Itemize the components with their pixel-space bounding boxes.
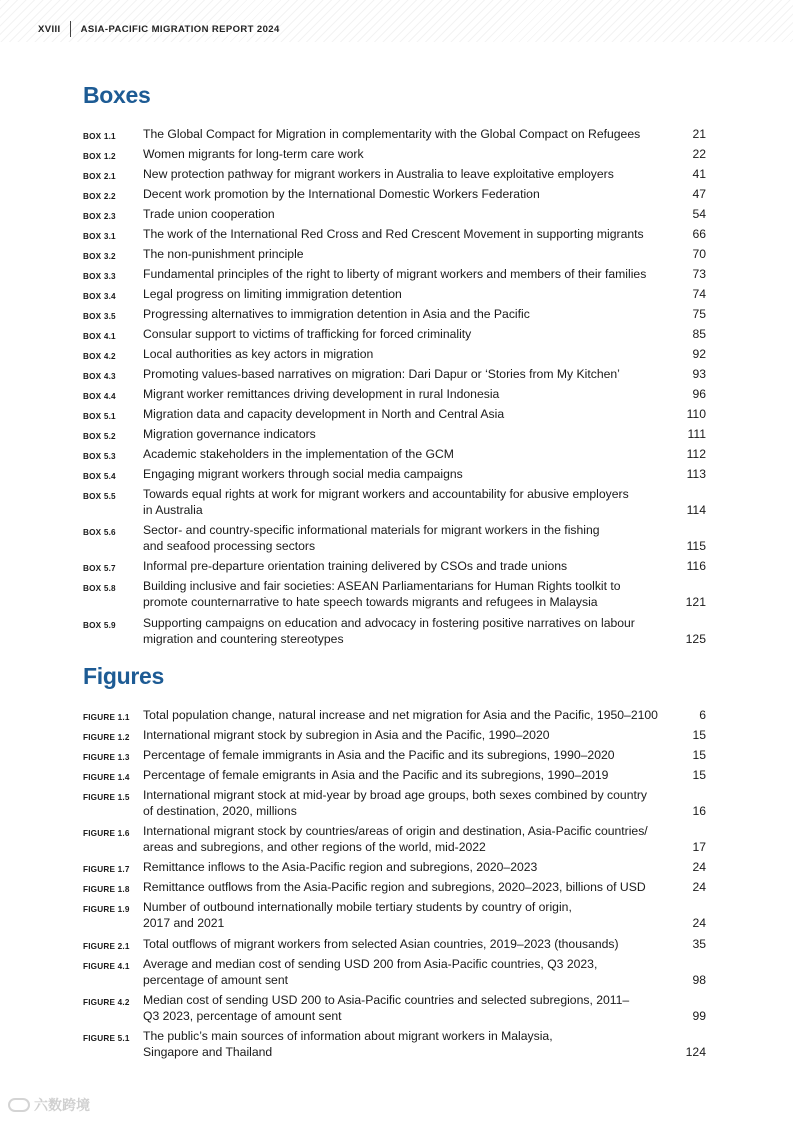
figure-entry[interactable] — [83, 787, 706, 819]
entry-page-number: 125 — [685, 632, 706, 646]
entry-title — [143, 899, 706, 931]
entry-title — [143, 306, 706, 322]
entry-page-number: 21 — [692, 127, 706, 141]
entry-page-number: 74 — [692, 287, 706, 301]
figure-entry[interactable] — [83, 879, 706, 898]
figure-entry[interactable] — [83, 936, 706, 955]
entry-title-line: Engaging migrant workers through social media campaigns — [143, 467, 463, 481]
entry-title-line: Sector- and country-specific informational materials for migrant workers in the fishing — [143, 523, 600, 537]
entry-title-line: Remittance inflows to the Asia-Pacific region and subregions, 2020–2023 — [143, 860, 538, 874]
entry-label: BOX 2.2 — [83, 192, 116, 201]
entry-page-number: 6 — [699, 708, 706, 722]
entry-title — [143, 1028, 706, 1060]
entry-page-number: 116 — [686, 559, 706, 573]
entry-label: BOX 5.6 — [83, 528, 116, 537]
entry-title-line: Fundamental principles of the right to liberty of migrant workers and members of their families — [143, 267, 647, 281]
figure-entry[interactable] — [83, 899, 706, 931]
entry-label: BOX 4.3 — [83, 372, 116, 381]
entry-title-line: Migrant worker remittances driving development in rural Indonesia — [143, 387, 500, 401]
entry-label: FIGURE 4.2 — [83, 998, 130, 1007]
entry-title-line: New protection pathway for migrant workers in Australia to leave exploitative employers — [143, 167, 614, 181]
box-entry[interactable] — [83, 426, 706, 445]
entry-page-number: 96 — [692, 387, 706, 401]
entry-title — [143, 859, 706, 875]
entry-page-number: 15 — [692, 748, 706, 762]
entry-title-line: Migration data and capacity development in North and Central Asia — [143, 407, 505, 421]
entry-title-line: Towards equal rights at work for migrant workers and accountability for abusive employers — [143, 487, 629, 501]
entry-title — [143, 286, 706, 302]
figure-entry[interactable] — [83, 767, 706, 786]
entry-title-line: Total outflows of migrant workers from selected Asian countries, 2019–2023 (thousands) — [143, 937, 619, 951]
entry-title — [143, 146, 706, 162]
entry-title-line: promote counternarrative to hate speech towards migrants and refugees in Malaysia — [143, 595, 598, 609]
entry-title-line: in Australia — [143, 503, 203, 517]
entry-label: BOX 5.7 — [83, 564, 116, 573]
entry-title-line: Median cost of sending USD 200 to Asia-Pacific countries and selected subregions, 2011– — [143, 993, 630, 1007]
entry-title — [143, 956, 706, 988]
entry-title — [143, 186, 706, 202]
figure-entry[interactable] — [83, 707, 706, 726]
box-entry[interactable] — [83, 206, 706, 225]
entry-page-number: 24 — [692, 860, 706, 874]
entry-label: BOX 4.4 — [83, 392, 116, 401]
entry-label: FIGURE 1.9 — [83, 905, 130, 914]
entry-page-number: 15 — [692, 768, 706, 782]
entry-title — [143, 879, 706, 895]
entry-label: FIGURE 4.1 — [83, 962, 130, 971]
figure-entry[interactable] — [83, 823, 706, 855]
entry-page-number: 15 — [692, 728, 706, 742]
entry-title-line: The Global Compact for Migration in complementarity with the Global Compact on Refugees — [143, 127, 641, 141]
entry-title — [143, 992, 706, 1024]
entry-page-number: 73 — [692, 267, 706, 281]
entry-label: BOX 5.9 — [83, 621, 116, 630]
box-entry[interactable] — [83, 146, 706, 165]
entry-page-number: 98 — [692, 973, 706, 987]
entry-page-number: 113 — [686, 467, 706, 481]
watermark-text: 六数跨境 — [34, 1097, 90, 1113]
entry-page-number: 93 — [692, 367, 706, 381]
box-entry[interactable] — [83, 126, 706, 145]
entry-title-line: Academic stakeholders in the implementation of the GCM — [143, 447, 454, 461]
entry-title — [143, 823, 706, 855]
entry-title-line: The public’s main sources of information about migrant workers in Malaysia, — [143, 1029, 553, 1043]
entry-title-line: Percentage of female immigrants in Asia and the Pacific and its subregions, 1990–2020 — [143, 748, 615, 762]
entry-label: FIGURE 1.7 — [83, 865, 130, 874]
entry-title-line: Informal pre-departure orientation training delivered by CSOs and trade unions — [143, 559, 568, 573]
entry-title — [143, 747, 706, 763]
box-entry[interactable] — [83, 306, 706, 325]
entry-label: BOX 3.3 — [83, 272, 116, 281]
entry-title — [143, 226, 706, 242]
entry-page-number: 22 — [692, 147, 706, 161]
entry-title-line: Total population change, natural increase and net migration for Asia and the Pacific, 1950–2100 — [143, 708, 658, 722]
box-entry[interactable] — [83, 466, 706, 485]
header-divider — [70, 21, 71, 37]
entry-page-number: 85 — [692, 327, 706, 341]
boxes-heading: Boxes — [83, 82, 151, 108]
box-entry[interactable] — [83, 166, 706, 185]
figures-heading: Figures — [83, 663, 164, 689]
entry-title-line: Consular support to victims of trafficking for forced criminality — [143, 327, 472, 341]
entry-title — [143, 406, 706, 422]
box-entry[interactable] — [83, 326, 706, 345]
entry-title — [143, 558, 706, 574]
entry-label: FIGURE 1.6 — [83, 829, 130, 838]
entry-page-number: 99 — [692, 1009, 706, 1023]
entry-label: BOX 2.1 — [83, 172, 116, 181]
entry-title — [143, 326, 706, 342]
entry-title-line: Legal progress on limiting immigration detention — [143, 287, 402, 301]
figure-entry[interactable] — [83, 727, 706, 746]
box-entry[interactable] — [83, 522, 706, 554]
entry-label: BOX 5.8 — [83, 584, 116, 593]
entry-title-line: The work of the International Red Cross and Red Crescent Movement in supporting migrants — [143, 227, 644, 241]
entry-title-line: Progressing alternatives to immigration detention in Asia and the Pacific — [143, 307, 530, 321]
box-entry[interactable] — [83, 246, 706, 265]
entry-title-line: Average and median cost of sending USD 200 from Asia-Pacific countries, Q3 2023, — [143, 957, 598, 971]
entry-page-number: 47 — [692, 187, 706, 201]
entry-title-line: International migrant stock at mid-year by broad age groups, both sexes combined by country — [143, 788, 648, 802]
entry-title-line: Number of outbound internationally mobile tertiary students by country of origin, — [143, 900, 572, 914]
entry-title — [143, 707, 706, 723]
entry-label: BOX 4.2 — [83, 352, 116, 361]
entry-title-line: Decent work promotion by the International Domestic Workers Federation — [143, 187, 540, 201]
entry-label: FIGURE 1.4 — [83, 773, 130, 782]
entry-page-number: 111 — [687, 427, 706, 441]
entry-label: BOX 5.1 — [83, 412, 116, 421]
box-entry[interactable] — [83, 615, 706, 647]
entry-label: BOX 3.1 — [83, 232, 116, 241]
entry-title-line: The non-punishment principle — [143, 247, 304, 261]
entry-page-number: 110 — [686, 407, 706, 421]
entry-label: FIGURE 1.2 — [83, 733, 130, 742]
entry-page-number: 92 — [692, 347, 706, 361]
entry-label: BOX 1.1 — [83, 132, 116, 141]
entry-label: FIGURE 1.8 — [83, 885, 130, 894]
entry-page-number: 35 — [692, 937, 706, 951]
figure-entry[interactable] — [83, 859, 706, 878]
box-entry[interactable] — [83, 446, 706, 465]
entry-title-line: International migrant stock by countries/areas of origin and destination, Asia-Pacific countries/ — [143, 824, 648, 838]
entry-title — [143, 522, 706, 554]
entry-page-number: 115 — [686, 539, 706, 553]
box-entry[interactable] — [83, 346, 706, 365]
page-number: XVIII — [38, 23, 61, 35]
entry-label: BOX 4.1 — [83, 332, 116, 341]
figure-entry[interactable] — [83, 1028, 706, 1060]
entry-label: BOX 5.5 — [83, 492, 116, 501]
entry-page-number: 24 — [692, 880, 706, 894]
entry-title — [143, 126, 706, 142]
entry-label: BOX 3.4 — [83, 292, 116, 301]
entry-title-line: Migration governance indicators — [143, 427, 316, 441]
entry-title-line: Women migrants for long-term care work — [143, 147, 364, 161]
entry-label: BOX 1.2 — [83, 152, 116, 161]
figure-entry[interactable] — [83, 747, 706, 766]
entry-title — [143, 246, 706, 262]
entry-label: FIGURE 5.1 — [83, 1034, 130, 1043]
entry-page-number: 112 — [686, 447, 706, 461]
figure-entry[interactable] — [83, 992, 706, 1024]
entry-title — [143, 615, 706, 647]
entry-page-number: 41 — [692, 167, 706, 181]
entry-page-number: 24 — [692, 916, 706, 930]
entry-label: BOX 3.5 — [83, 312, 116, 321]
entry-title-line: Supporting campaigns on education and advocacy in fostering positive narratives on labour — [143, 616, 635, 630]
entry-title-line: and seafood processing sectors — [143, 539, 316, 553]
entry-title — [143, 936, 706, 952]
entry-label: BOX 5.4 — [83, 472, 116, 481]
watermark — [8, 1095, 90, 1115]
box-entry[interactable] — [83, 226, 706, 245]
entry-title-line: Q3 2023, percentage of amount sent — [143, 1009, 342, 1023]
entry-title-line: Remittance outflows from the Asia-Pacific region and subregions, 2020–2023, billions of USD — [143, 880, 646, 894]
entry-label: FIGURE 2.1 — [83, 942, 130, 951]
running-title: ASIA-PACIFIC MIGRATION REPORT 2024 — [80, 23, 280, 35]
entry-title-line: 2017 and 2021 — [143, 916, 225, 930]
running-header — [38, 21, 280, 37]
entry-title — [143, 346, 706, 362]
entry-title — [143, 366, 706, 382]
entry-page-number: 121 — [685, 595, 706, 609]
box-entry[interactable] — [83, 578, 706, 610]
entry-page-number: 114 — [686, 503, 706, 517]
entry-page-number: 17 — [692, 840, 706, 854]
box-entry[interactable] — [83, 186, 706, 205]
entry-title-line: Percentage of female emigrants in Asia and the Pacific and its subregions, 1990–2019 — [143, 768, 609, 782]
box-entry[interactable] — [83, 486, 706, 518]
entry-title — [143, 578, 706, 610]
entry-page-number: 124 — [685, 1045, 706, 1059]
box-entry[interactable] — [83, 266, 706, 285]
entry-title-line: Building inclusive and fair societies: ASEAN Parliamentarians for Human Rights toolkit to — [143, 579, 621, 593]
entry-page-number: 75 — [692, 307, 706, 321]
entry-title — [143, 386, 706, 402]
entry-title-line: Promoting values-based narratives on migration: Dari Dapur or ‘Stories from My Kitchen’ — [143, 367, 620, 381]
entry-title — [143, 166, 706, 182]
box-entry[interactable] — [83, 286, 706, 305]
entry-title-line: Singapore and Thailand — [143, 1045, 273, 1059]
entry-title — [143, 486, 706, 518]
entry-page-number: 16 — [692, 804, 706, 818]
entry-title-line: Local authorities as key actors in migration — [143, 347, 374, 361]
entry-title — [143, 446, 706, 462]
entry-title-line: migration and countering stereotypes — [143, 632, 344, 646]
entry-label: FIGURE 1.1 — [83, 713, 130, 722]
watermark-logo-icon — [8, 1098, 30, 1112]
entry-title-line: of destination, 2020, millions — [143, 804, 297, 818]
box-entry[interactable] — [83, 366, 706, 385]
entry-title — [143, 466, 706, 482]
entry-title — [143, 727, 706, 743]
box-entry[interactable] — [83, 386, 706, 405]
entry-label: FIGURE 1.5 — [83, 793, 130, 802]
entry-label: FIGURE 1.3 — [83, 753, 130, 762]
entry-title-line: percentage of amount sent — [143, 973, 288, 987]
entry-page-number: 66 — [692, 227, 706, 241]
figure-entry[interactable] — [83, 956, 706, 988]
entry-title-line: areas and subregions, and other regions of the world, mid-2022 — [143, 840, 486, 854]
entry-page-number: 70 — [692, 247, 706, 261]
box-entry[interactable] — [83, 558, 706, 577]
entry-title — [143, 787, 706, 819]
entry-page-number: 54 — [692, 207, 706, 221]
box-entry[interactable] — [83, 406, 706, 425]
entry-title — [143, 767, 706, 783]
entry-title-line: International migrant stock by subregion in Asia and the Pacific, 1990–2020 — [143, 728, 550, 742]
entry-title — [143, 426, 706, 442]
entry-label: BOX 5.3 — [83, 452, 116, 461]
entry-label: BOX 2.3 — [83, 212, 116, 221]
entry-title — [143, 206, 706, 222]
entry-label: BOX 5.2 — [83, 432, 116, 441]
entry-title — [143, 266, 706, 282]
entry-label: BOX 3.2 — [83, 252, 116, 261]
entry-title-line: Trade union cooperation — [143, 207, 275, 221]
